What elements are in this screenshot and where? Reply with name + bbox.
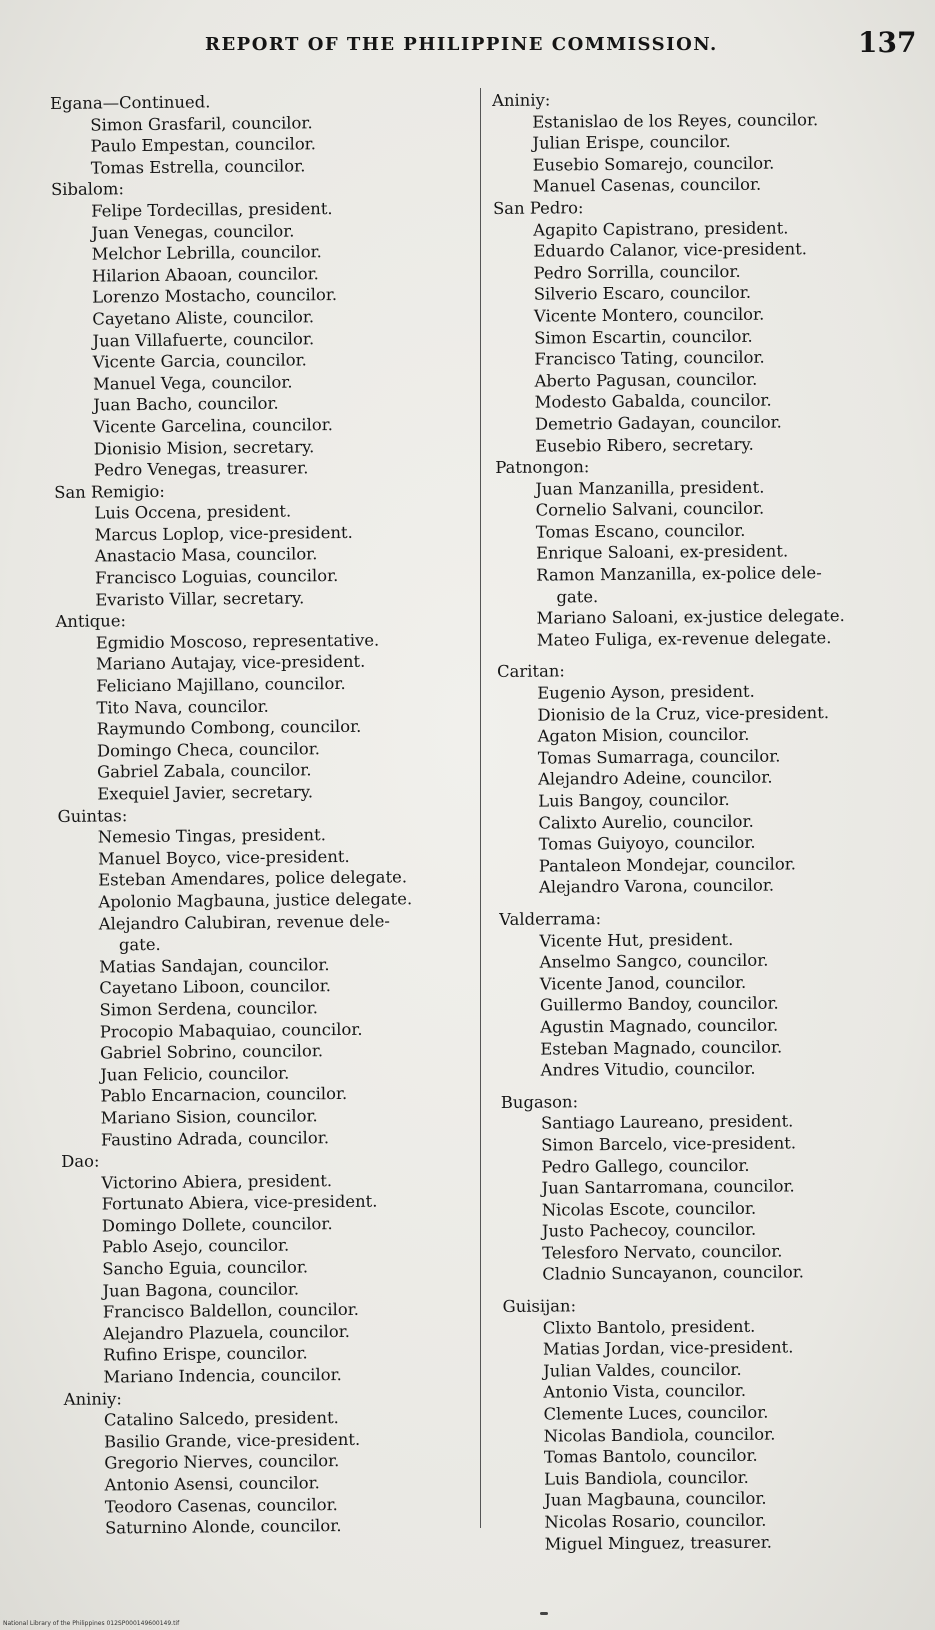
official-entry: Julian Erispe, councilor.	[532, 132, 731, 153]
official-entry: Vicente Montero, councilor.	[533, 304, 765, 326]
official-entry: Manuel Boyco, vice-president.	[97, 846, 350, 869]
official-entry: Demetrio Gadayan, councilor.	[534, 412, 782, 434]
official-entry: Hilarion Abaoan, councilor.	[91, 263, 319, 286]
official-entry: Alejandro Varona, councilor.	[538, 875, 775, 897]
official-entry: Mariano Sision, councilor.	[100, 1106, 318, 1128]
official-entry: Francisco Tating, councilor.	[534, 347, 765, 369]
official-entry: Ramon Manzanilla, ex-police dele-	[536, 563, 822, 585]
official-entry: Juan Venegas, councilor.	[91, 221, 295, 243]
official-entry: Fortunato Abiera, vice-president.	[101, 1191, 378, 1214]
official-entry: Manuel Casenas, councilor.	[532, 175, 762, 197]
official-entry: Juan Magbauna, councilor.	[544, 1489, 767, 1511]
official-entry: Gregorio Nierves, councilor.	[104, 1451, 340, 1473]
official-entry: Cladnio Suncayanon, councilor.	[542, 1262, 805, 1285]
official-entry: Dionisio Mision, secretary.	[93, 436, 315, 459]
official-entry: Domingo Dollete, councilor.	[101, 1213, 333, 1236]
official-entry: Egmidio Moscoso, representative.	[95, 630, 380, 653]
municipality-section	[503, 1292, 930, 1555]
official-entry: Faustino Adrada, councilor.	[100, 1127, 330, 1150]
municipality-section	[497, 658, 924, 899]
official-entry: Eusebio Somarejo, councilor.	[532, 153, 775, 175]
official-entry: Luis Bangoy, councilor.	[538, 789, 730, 811]
official-entry: Santiago Laureano, president.	[540, 1111, 794, 1133]
official-entry: Alejandro Adeine, councilor.	[537, 767, 773, 790]
municipality-section	[51, 175, 479, 482]
official-entry: Anastacio Masa, councilor.	[94, 544, 318, 567]
official-entry: Miguel Minguez, treasurer.	[544, 1532, 773, 1554]
municipality-heading: Bugason:	[500, 1092, 579, 1112]
official-entry: Simon Barcelo, vice-president.	[541, 1133, 797, 1155]
official-entry: Evaristo Villar, secretary.	[95, 588, 305, 610]
official-entry: Gabriel Sobrino, councilor.	[99, 1041, 324, 1063]
official-entry: Pantaleon Mondejar, councilor.	[538, 854, 797, 876]
official-entry: Calixto Aurelio, councilor.	[538, 811, 754, 833]
municipality-heading: Patnongon:	[495, 457, 590, 478]
official-entry: Felipe Tordecillas, president.	[91, 199, 333, 221]
municipality-section	[493, 194, 920, 457]
official-entry: Lorenzo Mostacho, councilor.	[92, 285, 338, 307]
municipality-section	[54, 477, 480, 611]
official-entry: Apolonio Magbauna, justice delegate.	[98, 889, 413, 912]
municipality-section	[492, 86, 918, 198]
official-entry: gate.	[556, 586, 599, 607]
official-entry: Juan Villafuerte, councilor.	[92, 328, 315, 351]
official-entry: Exequiel Javier, secretary.	[97, 782, 314, 804]
official-entry: Feliciano Majillano, councilor.	[96, 673, 346, 696]
official-entry: Luis Bandiola, councilor.	[544, 1467, 749, 1489]
official-entry: Andres Vitudio, councilor.	[540, 1058, 756, 1080]
official-entry: Luis Occena, president.	[94, 501, 292, 523]
official-entry: Tomas Estrella, councilor.	[90, 156, 306, 178]
municipality-heading: Caritan:	[496, 661, 565, 682]
official-entry: Clixto Bantolo, president.	[542, 1316, 756, 1338]
official-entry: Alejandro Calubiran, revenue dele-	[98, 911, 391, 934]
municipality-heading: Egana—Continued.	[50, 92, 211, 113]
official-entry: Mariano Saloani, ex-justice delegate.	[536, 606, 845, 628]
official-entry: Juan Bagona, councilor.	[102, 1279, 300, 1301]
official-entry: Victorino Abiera, president.	[101, 1170, 333, 1193]
official-entry: Matias Jordan, vice-president.	[542, 1337, 794, 1359]
official-entry: Catalino Salcedo, president.	[103, 1408, 339, 1430]
official-entry: Francisco Loguias, councilor.	[94, 566, 339, 588]
official-entry: Nicolas Rosario, councilor.	[544, 1510, 767, 1532]
municipality-heading: San Pedro:	[492, 198, 584, 218]
official-entry: Juan Santarromana, councilor.	[541, 1176, 795, 1198]
official-entry: Anselmo Sangco, councilor.	[539, 950, 769, 972]
official-entry: Agapito Capistrano, president.	[533, 217, 789, 240]
official-entry: Enrique Saloani, ex-president.	[535, 541, 789, 564]
official-entry: Aberto Pagusan, councilor.	[534, 369, 758, 391]
official-entry: Simon Grasfaril, councilor.	[90, 112, 313, 135]
official-entry: Tomas Guiyoyo, councilor.	[538, 832, 756, 854]
official-entry: Silverio Escaro, councilor.	[533, 283, 752, 304]
official-entry: Tito Nava, councilor.	[96, 696, 269, 718]
official-entry: Juan Felicio, councilor.	[100, 1063, 290, 1085]
official-entry: Julian Valdes, councilor.	[543, 1359, 742, 1381]
official-entry: Tomas Bantolo, councilor.	[543, 1445, 758, 1467]
official-entry: Gabriel Zabala, councilor.	[97, 760, 312, 782]
municipality-section	[50, 89, 476, 180]
official-entry: Simon Escartin, councilor.	[534, 326, 753, 348]
official-entry: Cayetano Liboon, councilor.	[99, 976, 332, 998]
official-entry: Agaton Mision, councilor.	[537, 724, 750, 746]
official-entry: Justo Pachecoy, councilor.	[541, 1220, 757, 1241]
official-entry: Cornelio Salvani, councilor.	[535, 498, 765, 520]
official-entry: Pablo Asejo, councilor.	[101, 1236, 290, 1257]
ink-smudge	[540, 1612, 548, 1615]
official-entry: Agustin Magnado, councilor.	[540, 1015, 779, 1037]
official-entry: Dionisio de la Cruz, vice-president.	[537, 702, 830, 725]
official-entry: Telesforo Nervato, councilor.	[542, 1241, 783, 1263]
municipality-section	[64, 1384, 491, 1540]
official-entry: Guillermo Bandoy, councilor.	[539, 993, 779, 1015]
official-entry: Matias Sandajan, councilor.	[99, 954, 330, 977]
official-entry: Rufino Erispe, councilor.	[103, 1343, 308, 1365]
official-entry: Marcus Loplop, vice-president.	[94, 522, 353, 545]
official-entry: Eugenio Ayson, president.	[537, 681, 755, 703]
official-entry: Saturnino Alonde, councilor.	[104, 1516, 342, 1538]
official-entry: Mateo Fuliga, ex-revenue delegate.	[536, 627, 832, 650]
left-column	[50, 89, 490, 1540]
municipality-heading: Aniniy:	[63, 1388, 122, 1409]
official-entry: Pedro Gallego, councilor.	[541, 1155, 750, 1177]
scan-footer: National Library of the Philippines 012SP000149600149.tif	[3, 1620, 180, 1627]
official-entry: Modesto Gabalda, councilor.	[534, 390, 772, 412]
official-entry: gate.	[118, 935, 161, 955]
official-entry: Antonio Vista, councilor.	[543, 1381, 747, 1403]
official-entry: Eusebio Ribero, secretary.	[535, 434, 754, 456]
official-entry: Procopio Mabaquiao, councilor.	[99, 1019, 363, 1042]
official-entry: Juan Manzanilla, president.	[535, 477, 765, 499]
official-entry: Antonio Asensi, councilor.	[104, 1473, 320, 1495]
official-entry: Vicente Janod, councilor.	[539, 972, 747, 994]
official-entry: Tomas Escano, councilor.	[535, 520, 746, 542]
official-entry: Basilio Grande, vice-president.	[104, 1429, 361, 1452]
official-entry: Nicolas Bandiola, councilor.	[543, 1424, 776, 1446]
municipality-section	[495, 453, 922, 651]
official-entry: Esteban Magnado, councilor.	[540, 1037, 783, 1059]
official-entry: Clemente Luces, councilor.	[543, 1402, 769, 1424]
page-number: 137	[858, 26, 917, 59]
official-entry: Vicente Hut, president.	[539, 929, 734, 951]
official-entry: Melchor Lebrilla, councilor.	[91, 242, 322, 264]
official-entry: Paulo Empestan, councilor.	[90, 134, 316, 156]
municipality-heading: Guisijan:	[502, 1296, 577, 1317]
municipality-section	[61, 1147, 488, 1389]
official-entry: Pedro Venegas, treasurer.	[93, 458, 309, 480]
official-entry: Juan Bacho, councilor.	[93, 393, 279, 415]
official-entry: Esteban Amendares, police delegate.	[98, 867, 408, 890]
official-entry: Vicente Garcelina, councilor.	[93, 414, 334, 437]
official-entry: Alejandro Plazuela, councilor.	[102, 1321, 350, 1344]
official-entry: Raymundo Combong, councilor.	[96, 716, 362, 739]
official-entry: Vicente Garcia, councilor.	[92, 350, 307, 372]
right-column	[492, 86, 930, 1555]
official-entry: Mariano Indencia, councilor.	[103, 1365, 342, 1387]
municipality-section	[501, 1088, 928, 1286]
municipality-heading: Valderrama:	[499, 909, 602, 929]
municipality-heading: San Remigio:	[54, 481, 165, 502]
official-entry: Teodoro Casenas, councilor.	[104, 1494, 338, 1517]
municipality-heading: Aniniy:	[492, 90, 551, 110]
official-entry: Pablo Encarnacion, councilor.	[100, 1084, 348, 1106]
official-entry: Francisco Baldellon, councilor.	[102, 1300, 360, 1322]
municipality-section	[57, 801, 486, 1151]
official-entry: Sancho Eguia, councilor.	[102, 1257, 309, 1279]
official-entry: Pedro Sorrilla, councilor.	[533, 261, 741, 283]
running-head: REPORT OF THE PHILIPPINE COMMISSION.	[205, 34, 718, 55]
municipality-section	[55, 607, 482, 806]
official-entry: Tomas Sumarraga, councilor.	[537, 746, 781, 768]
official-entry: Simon Serdena, councilor.	[99, 998, 318, 1020]
official-entry: Manuel Vega, councilor.	[92, 372, 293, 394]
official-entry: Domingo Checa, councilor.	[96, 739, 321, 761]
official-entry: Mariano Autajay, vice-president.	[95, 652, 366, 674]
official-entry: Eduardo Calanor, vice-president.	[533, 239, 808, 261]
municipality-section	[499, 905, 925, 1081]
municipality-heading: Sibalom:	[50, 179, 125, 200]
municipality-heading: Antique:	[55, 611, 127, 632]
official-entry: Cayetano Aliste, councilor.	[92, 307, 315, 329]
column-divider	[480, 88, 481, 1528]
official-entry: Nemesio Tingas, president.	[97, 825, 326, 847]
municipality-heading: Guintas:	[57, 805, 128, 826]
official-entry: Nicolas Escote, councilor.	[541, 1198, 757, 1220]
municipality-heading: Dao:	[61, 1151, 100, 1172]
official-entry: Estanislao de los Reyes, councilor.	[532, 109, 819, 132]
